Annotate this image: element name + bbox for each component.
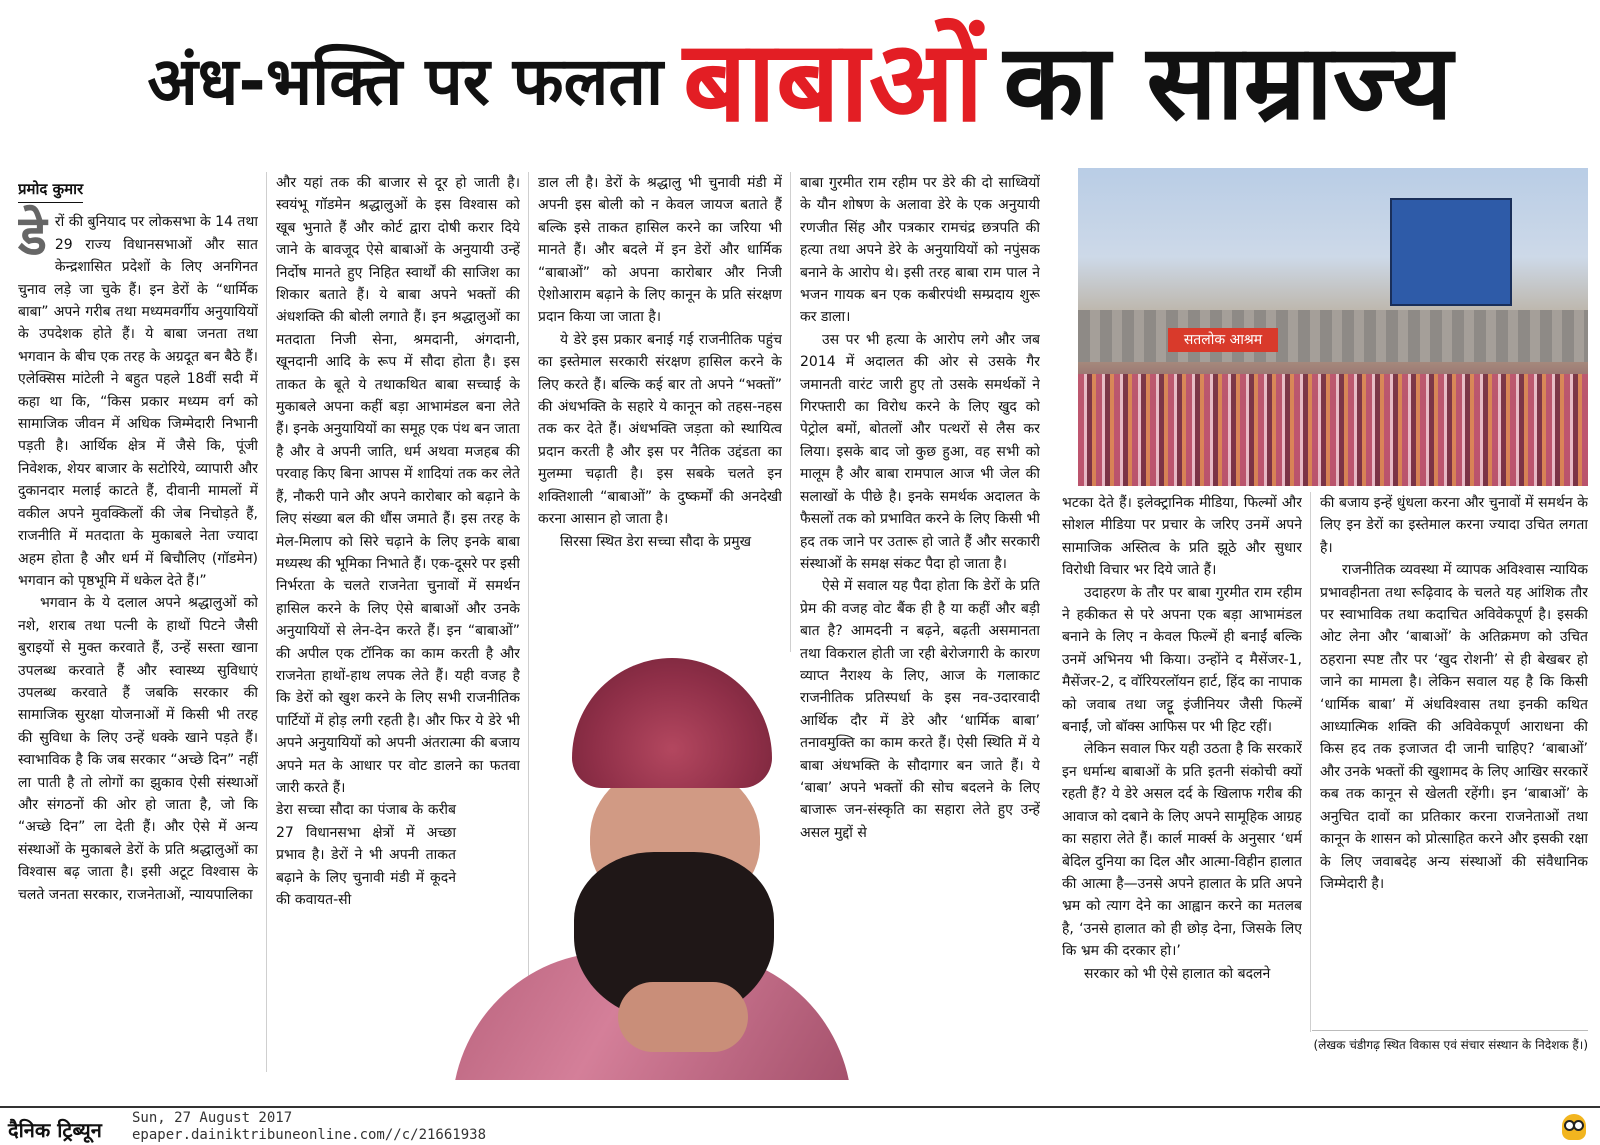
ashram-roof [1078,310,1588,362]
col1-paragraph-2: भगवान के ये दलाल अपने श्रद्धालुओं को नशे, शराब तथा पत्नी के हाथों पिटने जैसी बुराइयों से मुक्त करवाते हैं, उन्हें सस्ता खाना उपलब्ध करवाते हैं और स्वास्थ्य सुविधाएं उपलब्ध करवाते हैं जबकि सरकार की सामाजिक सुरक्षा योजनाओं में किसी भी तरह की सुविधा के लिए उन्हें धक्के खाने पड़ते हैं। स्वाभाविक है कि जब सरकार “अच्छे दिन” नहीं ला पाती है तो लोगों का झुकाव ऐसी संस्थाओं और संगठनों की ओर हो जाता है, जो कि “अच्छे दिन” ला देती हैं। और ऐसे में अन्य संस्थाओं के मुकाबले डेरों के प्रति श्रद्धालुओं का विश्वास बढ़ जाता है। इसी अटूट विश्वास के चलते जनता सरकार, राजनेताओं, न्यायपालिका [18,595,258,903]
headline-highlight: बाबाओं [683,17,984,147]
col5-paragraph-3: लेकिन सवाल फिर यही उठता है कि सरकारें इन धर्मान्ध बाबाओं के प्रति इतनी संकोची क्यों रहती हैं? ये डेरे असल दर्द के खिलाफ गरीब की आवाज को दबाने के लिए अपने सामूहिक आग्रह का सहारा लेते हैं। कार्ल मार्क्स के अनुसार ‘धर्म बेदिल दुनिया का दिल और आत्मा-विहीन हालात की आत्मा है—उनसे अपने हालात के प्रति अपने भ्रम को त्याग देने का आह्वान करने का मतलब है, ‘उनसे हालात को ही छोड़ देना, जिसके लिए कि भ्रम की दरकार हो।’ [1062,741,1302,960]
headline [12,18,1588,146]
owl-icon [1562,1114,1586,1140]
epaper-link[interactable]: epaper.dainiktribuneonline.com//c/21661938 [132,1127,487,1143]
col2-paragraph-1: और यहां तक की बाजार से दूर हो जाती है। स्वयंभू गॉडमेन श्रद्धालुओं के इस विश्वास को खूब भुनाते हैं और कोर्ट द्वारा दोषी करार दिये जाने के बावजूद ऐसे बाबाओं के अनुयायी उन्हें निर्दोष मानते हुए निहित स्वार्थों की साजिश का शिकार बताते हैं। ये बाबा अपने भक्तों की अंधशक्ति की बोली लगाते हैं। इन श्रद्धालुओं का मतदाता निजी सेना, श्रमदानी, अंगदानी, खूनदानी आदि के रूप में सौदा होता है। इस ताकत के बूते ये तथाकथित बाबा सच्चाई के मुकाबले अपना कहीं बड़ा आभामंडल बना लेते हैं। इनके अनुयायियों का समूह एक पंथ बन जाता है और वे अपनी जाति, धर्म अथवा मजहब की परवाह किए बिना आपस में शादियां तक कर लेते हैं, नौकरी पाने और अपने कारोबार को बढ़ाने के लिए संख्या बल की धौंस जमाते हैं। इस तरह के मेल-मिलाप को सिरे चढ़ाने के लिए इनके बाबा मध्यस्थ की भूमिका निभाते हैं। एक-दूसरे पर इसी निर्भरता के चलते राजनेता चुनावों में समर्थन हासिल करने के लिए ऐसे बाबाओं और उनके अनुयायियों से लेन-देन करते हैं। इन “बाबाओं” की अपील एक टॉनिक का काम करती है और राजनेता हाथों-हाथ लपक लेते हैं। यही वजह है कि डेरों को खुश करने के लिए सभी राजनीतिक पार्टियों में होड़ लगी रहती है। और फिर ये डेरे भी अपने अनुयायियों को अपनी अंतरात्मा की बजाय अपने मत के आधार पर वोट डालने का फतवा जारी करते हैं। [276,175,520,796]
hands [618,982,748,1052]
col6-paragraph-2: राजनीतिक व्यवस्था में व्यापक अविश्वास न्यायिक प्रभावहीनता तथा रूढ़िवाद के चलते यह आंशिक तौर पर स्वाभाविक तथा कदाचित अविवेकपूर्ण है। इसकी ओट लेना और ‘बाबाओं’ के अतिक्रमण को उचित ठहराना स्पष्ट तौर पर ‘खुद रोशनी’ से ही बेखबर हो जाने का मामला है। लेकिन सवाल यह है कि किसी ‘धार्मिक बाबा’ में अंधविश्वास तथा इनकी कथित आध्यात्मिक शक्ति की अविवेकपूर्ण आराधना की किस हद तक इजाजत दी जानी चाहिए? ‘बाबाओं’ और उनके भक्तों की खुशामद के लिए आखिर सरकारें कब तक कानून से खेलती रहेंगी। इन ‘बाबाओं’ के अनुचित दावों का प्रतिकार करना राजनेताओं तथा कानून के शासन को प्रोत्साहित करने और इसकी रक्षा के लिए जवाबदेह अन्य संस्थाओं की संवैधानिक जिम्मेदारी है। [1320,562,1588,892]
col4-paragraph-1: बाबा गुरमीत राम रहीम पर डेरे की दो साध्वियों के यौन शोषण के अलावा डेरे के एक अनुयायी रणजीत सिंह और पत्रकार रामचंद्र छत्रपति की हत्या तथा अपने डेरे के अनुयायियों को नपुंसक बनाने के आरोप थे। इसी तरह बाबा राम पाल ने भजन गायक बन एक कबीरपंथी सम्प्रदाय शुरू कर डाला। [800,175,1040,326]
col5-paragraph-1: भटका देते हैं। इलेक्ट्रानिक मीडिया, फिल्मों और सोशल मीडिया पर प्रचार के जरिए उनमें अपने सामाजिक अस्तित्व के प्रति झूठे और सुधार विरोधी विचार भर दिये जाते हैं। [1062,495,1302,579]
cap [572,658,772,788]
headline-part1: अंध-भक्ति पर फलता [147,43,664,120]
col4-paragraph-3: ऐसे में सवाल यह पैदा होता कि डेरों के प्रति प्रेम की वजह वोट बैंक ही है या कहीं और बड़ी बात है? आमदनी न बढ़ने, बढ़ती असमानता तथा विकराल होती जा रही बेरोजगारी के कारण व्याप्त नैराश्य के लिए, आज के गलाकाट राजनीतिक प्रतिस्पर्धा के इस नव-उदारवादी आर्थिक दौर में डेरे और ‘धार्मिक बाबा’ तनावमुक्ति का काम करते हैं। ऐसी स्थिति में ये बाबा अंधभक्ति के सौदागार बन जाते हैं। ये ‘बाबा’ अपने भक्तों की सोच बदलने के लिए बाजारू जन-संस्कृति का सहारा लेते हुए उन्हें असल मुद्दों से [800,578,1040,841]
col5-paragraph-4: सरकार को भी ऐसे हालात को बदलने [1084,965,1271,982]
col6-paragraph-1: की बजाय इन्हें धुंधला करना और चुनावों में समर्थन के लिए इन डेरों का इस्तेमाल करना ज्यादा उचित लगता है। [1320,495,1588,556]
ashram-sign: सतलोक आश्रम [1168,328,1278,352]
column-divider [790,172,791,652]
article-column-6 [1320,492,1588,1022]
edition-date: Sun, 27 August 2017 [132,1110,293,1126]
col1-paragraph-1: रों की बुनियाद पर लोकसभा के 14 तथा 29 राज्य विधानसभाओं और सात केन्द्रशासित प्रदेशों के लिए अनगिनत चुनाव लड़े जा चुके हैं। इन डेरों के “धार्मिक बाबा” अपने गरीब तथा मध्यमवर्गीय अनुयायियों के उपदेशक होते हैं। ये बाबा जनता तथा भगवान के बीच एक तरह के अग्रदूत बन बैठे हैं। एलेक्सिस मांटेली ने बहुत पहले 18वीं सदी में कहा था कि, “किस प्रकार मध्यम वर्ग को सामाजिक जीवन में अधिक जिम्मेदारी निभानी पड़ती है। आर्थिक क्षेत्र में जैसे कि, पूंजी निवेशक, शेयर बाजार के सटोरिये, व्यापारी और दुकानदार मलाई काटते हैं, दीवानी मामलों में वकील अपने मुवक्किलों की जेब निचोड़ते हैं, राजनीति में मतदाता के मुकाबले नेता ज्यादा अहम होता है और धर्म में बिचौलिए (गॉडमेन) भगवान को पृष्ठभूमि में धकेल देते हैं।” [18,214,258,589]
column-divider [266,172,267,1072]
article-column-3 [538,172,782,642]
byline: प्रमोद कुमार [18,178,83,203]
author-note: (लेखक चंडीगढ़ स्थित विकास एवं संचार संस्थान के निदेशक हैं।) [1313,1038,1588,1052]
author-note-rule [1312,1030,1588,1031]
brand-logo: दैनिक ट्रिब्यून [8,1118,102,1142]
col2-paragraph-2: डेरा सच्चा सौदा का पंजाब के करीब 27 विधानसभा क्षेत्रों में अच्छा प्रभाव है। डेरों ने भी अपनी ताकत बढ़ाने के लिए चुनावी मंडी में कूदने की कवायत-सी [276,802,456,908]
dropcap: डे [18,204,47,268]
col3-paragraph-2: ये डेरे इस प्रकार बनाई गई राजनीतिक पहुंच का इस्तेमाल सरकारी संरक्षण हासिल करने के लिए करते हैं। बल्कि कई बार तो अपने “भक्तों” की अंधभक्ति के सहारे ये कानून को तहस-नहस तक कर देते हैं। अंधभक्ति जड़ता को स्थायित्व प्रदान करती है और इस पर नैतिक उद्दंडता का मुलम्मा चढ़ाती है। इस सबके चलते इन शक्तिशाली “बाबाओं” के दुष्कर्मों की अनदेखी करना आसान हो जाता है। [538,331,782,528]
portrait-photo [432,652,852,1080]
crowd [1078,374,1588,486]
footer [0,1106,1600,1145]
column-divider [1310,492,1311,1032]
headline-part3: का साम्राज्य [1003,21,1453,143]
article-column-1 [18,178,258,1078]
article-column-5 [1062,492,1302,1078]
col5-paragraph-2: उदाहरण के तौर पर बाबा गुरमीत राम रहीम ने हकीकत से परे अपना एक बड़ा आभामंडल बनाने के लिए न केवल फिल्में ही बनाईं बल्कि उनमें अभिनय भी किया। उन्होंने द मैसेंजर-1, मैसेंजर-2, द वॉरियरलॉयन हार्ट, हिंद का नापाक को जवाब तथा जट्टू इंजीनियर जैसी फिल्में बनाईं, जो बॉक्स आफिस पर भी हिट रहीं। [1062,584,1302,736]
col3-paragraph-3: सिरसा स्थित डेरा सच्चा सौदा के प्रमुख [560,533,752,550]
billboard [1390,198,1512,306]
col4-paragraph-2: उस पर भी हत्या के आरोप लगे और जब 2014 में अदालत की ओर से उसके गैर जमानती वारंट जारी हुए तो उसके समर्थकों ने गिरफ्तारी का विरोध करने के लिए खुद को पेट्रोल बमों, बोतलों और पत्थरों से लैस कर लिया। इसके बाद जो कुछ हुआ, वह सभी को मालूम है और बाबा रामपाल आज भी जेल की सलाखों के पीछे है। इनके समर्थक अदालत के फैसलों तक को प्रभावित करने के लिए किसी भी हद तक जाने पर उतारू हो जाते हैं और सरकारी संस्थाओं के समक्ष संकट पैदा हो जाता है। [800,331,1040,572]
rally-photo [1078,168,1588,486]
col3-paragraph-1: डाल ली है। डेरों के श्रद्धालु भी चुनावी मंडी में अपनी इस बोली को न केवल जायज बताते हैं बल्कि इसे ताकत हासिल करने का जरिया भी मानते हैं। और बदले में इन डेरों और धार्मिक “बाबाओं” को अपना कारोबार और निजी ऐशोआराम बढ़ाने के लिए कानून के प्रति संरक्षण प्रदान किया जा जाता है। [538,175,782,326]
